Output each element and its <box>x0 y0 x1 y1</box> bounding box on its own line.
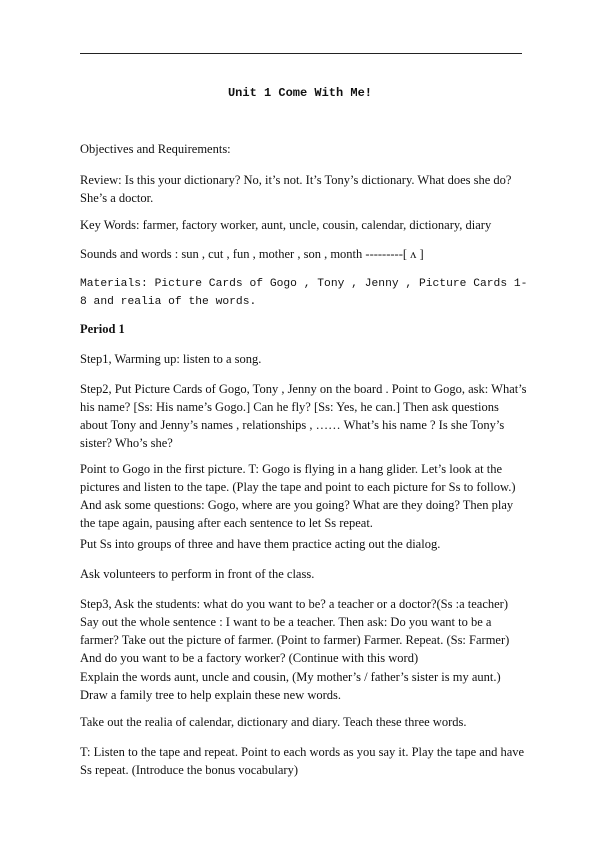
listen-repeat-paragraph: T: Listen to the tape and repeat. Point to each words as you say it. Play the tape and have Ss repeat. (Introduce the bonus vocabulary) <box>80 745 525 777</box>
gogo-picture-paragraph: Point to Gogo in the first picture. T: Gogo is flying in a hang glider. Let’s look at the pictures and listen to the tape. (Play the tape and point to each picture for Ss to follow.) And ask some questions: Gogo, where are you going? What are they doing? Then play the tape again, pausing after each sentence to let Ss repeat. <box>80 462 516 530</box>
objectives-heading: Objectives and Requirements: <box>80 142 231 156</box>
groups-paragraph: Put Ss into groups of three and have them practice acting out the dialog. <box>80 537 441 551</box>
step1-paragraph: Step1, Warming up: listen to a song. <box>80 352 262 366</box>
volunteers-paragraph: Ask volunteers to perform in front of the class. <box>80 567 315 581</box>
sounds-paragraph: Sounds and words : sun , cut , fun , mother , son , month ---------[ ʌ ] <box>80 247 424 261</box>
step3-paragraph: Step3, Ask the students: what do you want to be? a teacher or a doctor?(Ss :a teacher) Say out the whole sentence : I want to be a teacher. Then ask: Do you want to be a farmer? Take out the picture of farmer. (Point to farmer) Farmer. Repeat. (Ss: Farmer) And do you want to be a factory worker? (Continue with this word) <box>80 597 510 665</box>
family-words-paragraph: Explain the words aunt, uncle and cousin, (My mother’s / father’s sister is my aunt.) Draw a family tree to help explain these new words. <box>80 670 501 702</box>
period-heading: Period 1 <box>80 322 125 336</box>
review-paragraph: Review: Is this your dictionary? No, it’s not. It’s Tony’s dictionary. What does she do? She’s a doctor. <box>80 173 512 205</box>
realia-paragraph: Take out the realia of calendar, dictionary and diary. Teach these three words. <box>80 715 467 729</box>
header-rule <box>80 53 522 54</box>
key-words-paragraph: Key Words: farmer, factory worker, aunt, uncle, cousin, calendar, dictionary, diary <box>80 218 492 232</box>
materials-paragraph: Materials: Picture Cards of Gogo , Tony , Jenny , Picture Cards 1-8 and realia of the words. <box>80 278 528 308</box>
page-title: Unit 1 Come With Me! <box>227 86 373 100</box>
step2-paragraph: Step2, Put Picture Cards of Gogo, Tony , Jenny on the board . Point to Gogo, ask: What’s his name? [Ss: His name’s Gogo.] Can he fly? [Ss: Yes, he can.] Then ask questions about Tony and Jenny’s names , relationships , …… What’s his name ? Is she Tony’s sister? Who’s she? <box>80 382 527 450</box>
